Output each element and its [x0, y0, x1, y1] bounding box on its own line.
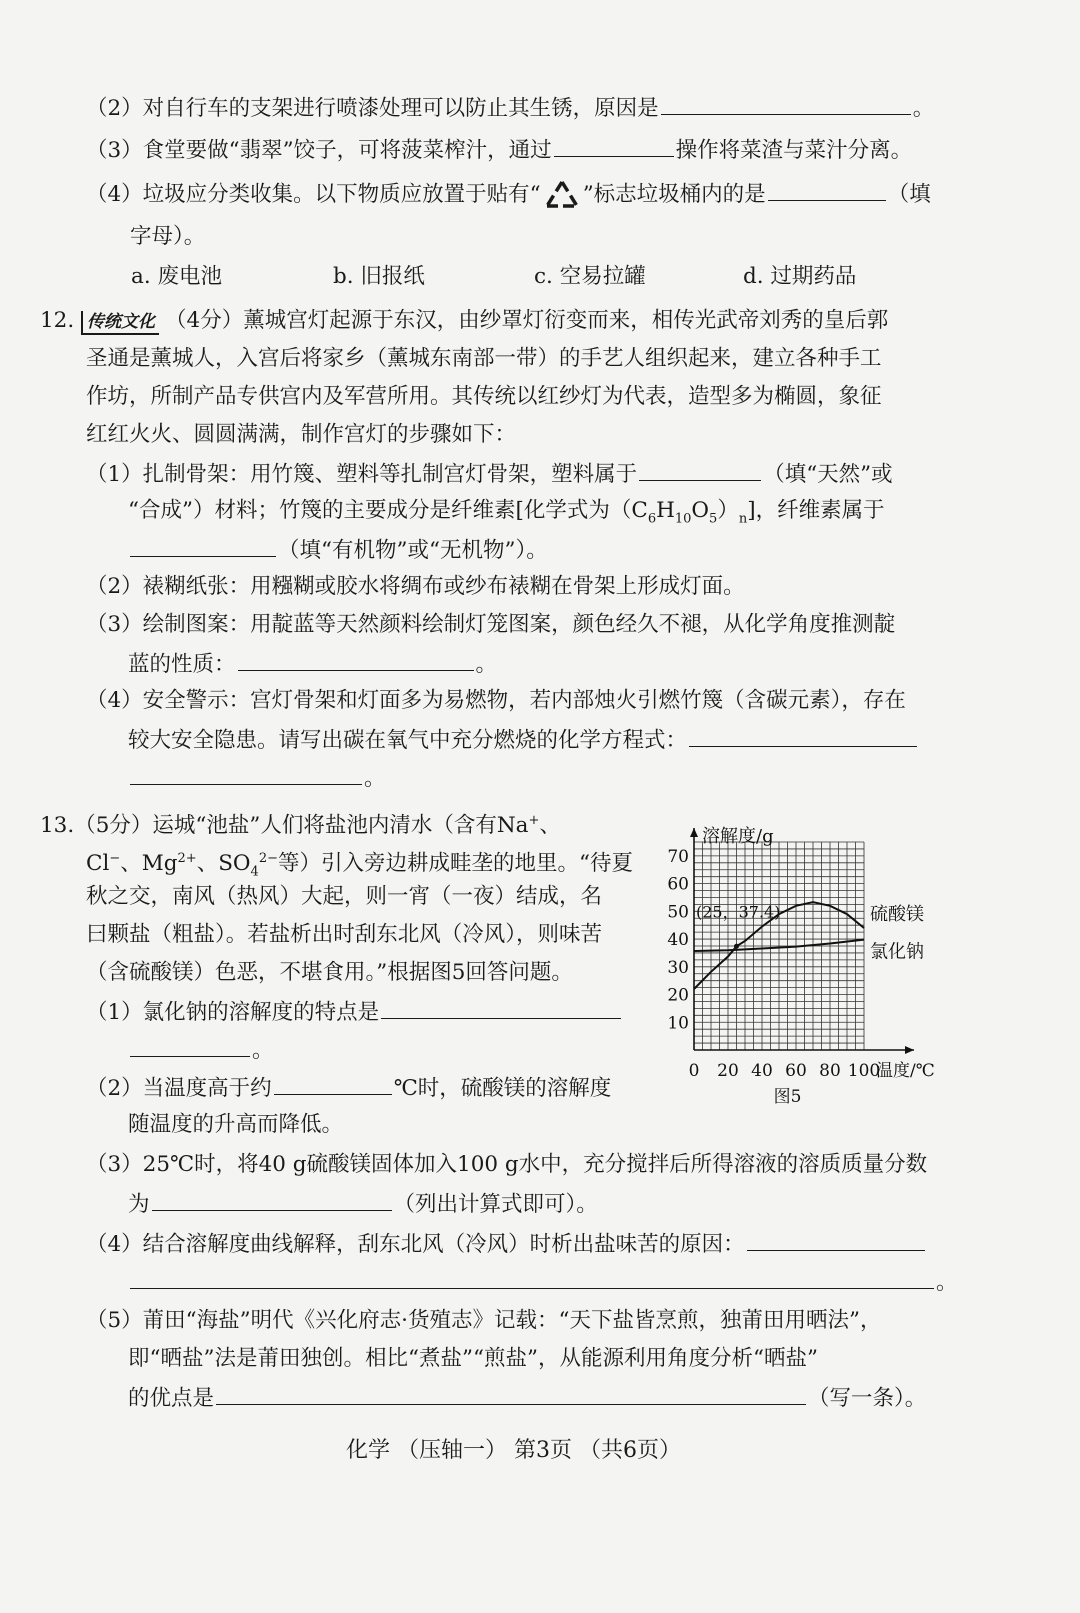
- q13-line4: 曰颗盐（粗盐）。若盐析出时刮东北风（冷风），则味苦: [86, 922, 603, 947]
- q12-step4-cont: 较大安全隐患。请写出碳在氧气中充分燃烧的化学方程式：: [128, 724, 919, 756]
- q13-part4-cont: 。: [128, 1266, 958, 1298]
- x-tick-label: 0: [688, 1061, 700, 1081]
- q13-part5-cont: 即“晒盐”法是莆田独创。相比“煮盐”“煎盐”，从能源利用角度分析“晒盐”: [128, 1346, 818, 1371]
- answer-blank[interactable]: [768, 178, 886, 201]
- q11-part3: （3）食堂要做“翡翠”饺子，可将菠菜榨汁，通过 操作将菜渣与菜汁分离。: [86, 134, 912, 166]
- q13-part3: （3）25℃时，将40 g硫酸镁固体加入100 g水中，充分搅拌后所得溶液的溶质质量分数: [86, 1152, 928, 1177]
- x-tick-label: 80: [819, 1061, 841, 1081]
- answer-blank[interactable]: [661, 92, 911, 115]
- recycle-icon: [541, 178, 583, 212]
- q13-line2: Cl−、$Mg^{2+}$、$SO_4^{2-}$等）引入旁边耕成畦垄的地里。“待夏: [86, 851, 633, 880]
- page-footer: 化学 （压轴一） 第3页 （共6页）: [346, 1438, 681, 1463]
- question-number: 12.: [40, 308, 75, 333]
- q12-step3: （3）绘制图案：用靛蓝等天然颜料绘制灯笼图案，颜色经久不褪，从化学角度推测靛: [86, 612, 896, 637]
- x-tick-label: 20: [717, 1061, 739, 1081]
- y-tick-label: 50: [667, 902, 689, 923]
- question-number: 13.: [40, 813, 75, 839]
- q12-line3: 作坊，所制产品专供宫内及军营所用。其传统以红纱灯为代表，造型多为椭圆，象征: [86, 384, 882, 409]
- y-axis-arrow: [690, 828, 698, 837]
- option-c: c. 空易拉罐: [534, 264, 646, 289]
- option-a: a. 废电池: [131, 264, 222, 289]
- q12-step1: （1）扎制骨架：用竹篾、塑料等扎制宫灯骨架，塑料属于 （填“天然”或: [86, 458, 893, 490]
- q12-step1-cont: “合成”）材料；竹篾的主要成分是纤维素[化学式为$(C_6H_{10}O_5)_n$]，纤维素属于: [128, 498, 885, 527]
- answer-blank[interactable]: [152, 1188, 392, 1211]
- q13-line1: 13.（5分）运城“池盐”人们将盐池内清水（含有Na+、: [40, 813, 561, 839]
- culture-badge: 传统文化: [81, 311, 159, 335]
- q12-step4-cont2: 。: [128, 762, 386, 794]
- answer-blank[interactable]: [639, 458, 761, 481]
- q12-line2: 圣通是薰城人，入宫后将家乡（薰城东南部一带）的手艺人组织起来，建立各种手工: [86, 346, 882, 371]
- q12-step3-cont: 蓝的性质： 。: [128, 648, 497, 680]
- q11-part4-cont: 字母）。: [130, 224, 206, 249]
- q12-step2: （2）裱糊纸张：用糨糊或胶水将绸布或纱布裱糊在骨架上形成灯面。: [86, 574, 745, 599]
- q13-line5: （含硫酸镁）色恶，不堪食用。”根据图5回答问题。: [86, 960, 573, 985]
- x-tick-label: 40: [751, 1061, 773, 1081]
- q13-part3-cont: 为 （列出计算式即可）。: [128, 1188, 598, 1220]
- y-tick-label: 40: [667, 930, 689, 951]
- option-d: d. 过期药品: [743, 264, 857, 289]
- q13-part5: （5）莆田“海盐”明代《兴化府志·货殖志》记载：“天下盐皆烹煎，独莆田用晒法”，: [86, 1308, 882, 1333]
- y-tick-label: 70: [667, 846, 689, 867]
- y-tick-label: 10: [667, 1013, 689, 1034]
- answer-blank[interactable]: [130, 1034, 250, 1057]
- q12-line4: 红红火火、圆圆满满，制作宫灯的步骤如下：: [86, 422, 517, 447]
- answer-blank[interactable]: [238, 648, 474, 671]
- q13-part1: （1）氯化钠的溶解度的特点是: [86, 996, 623, 1028]
- q13-part2-cont: 随温度的升高而降低。: [128, 1112, 344, 1137]
- x-axis-label: 温度/℃: [876, 1061, 935, 1081]
- series-label: 硫酸镁: [870, 903, 924, 925]
- answer-blank[interactable]: [689, 724, 917, 747]
- q11-part4: （4）垃圾应分类收集。以下物质应放置于贴有“ ”标志垃圾桶内的是 （填: [86, 178, 931, 212]
- x-tick-label: 100: [847, 1061, 881, 1081]
- intersection-point: [734, 944, 739, 949]
- chart-grid: [694, 842, 864, 1050]
- answer-blank[interactable]: [130, 534, 276, 557]
- q13-part2: （2）当温度高于约 ℃时，硫酸镁的溶解度: [86, 1072, 611, 1104]
- figure-caption: 图5: [773, 1087, 802, 1107]
- answer-blank[interactable]: [130, 1266, 934, 1289]
- y-tick-label: 30: [667, 957, 689, 978]
- q13-part5-cont2: 的优点是 （写一条）。: [128, 1382, 926, 1414]
- answer-blank[interactable]: [381, 996, 621, 1019]
- q13-line3: 秋之交，南风（热风）大起，则一宵（一夜）结成，名: [86, 884, 603, 909]
- y-tick-label: 20: [667, 985, 689, 1006]
- q13-part1-cont: 。: [128, 1034, 274, 1066]
- q11-part2: （2）对自行车的支架进行喷漆处理可以防止其生锈，原因是 。: [86, 92, 934, 124]
- answer-blank[interactable]: [216, 1382, 806, 1405]
- intersection-annotation: (25，37.4): [696, 902, 781, 922]
- q12-line1: 12. 传统文化 （4分）薰城宫灯起源于东汉，由纱罩灯衍变而来，相传光武帝刘秀的皇后郭: [40, 308, 889, 333]
- y-axis-label: 溶解度/g: [702, 826, 774, 847]
- option-b: b. 旧报纸: [333, 264, 425, 289]
- q12-step1-cont2: （填“有机物”或“无机物”）。: [128, 534, 548, 566]
- answer-blank[interactable]: [274, 1072, 392, 1095]
- answer-blank[interactable]: [747, 1228, 925, 1251]
- y-tick-label: 60: [667, 874, 689, 895]
- series-label: 氯化钠: [870, 941, 924, 963]
- q13-part4: （4）结合溶解度曲线解释，刮东北风（冷风）时析出盐味苦的原因：: [86, 1228, 927, 1260]
- answer-blank[interactable]: [130, 762, 362, 785]
- answer-blank[interactable]: [554, 134, 674, 157]
- solubility-chart: [667, 820, 960, 1110]
- q12-step4: （4）安全警示：宫灯骨架和灯面多为易燃物，若内部烛火引燃竹篾（含碳元素），存在: [86, 688, 906, 713]
- x-tick-label: 60: [785, 1061, 807, 1081]
- x-axis-arrow: [905, 1046, 914, 1054]
